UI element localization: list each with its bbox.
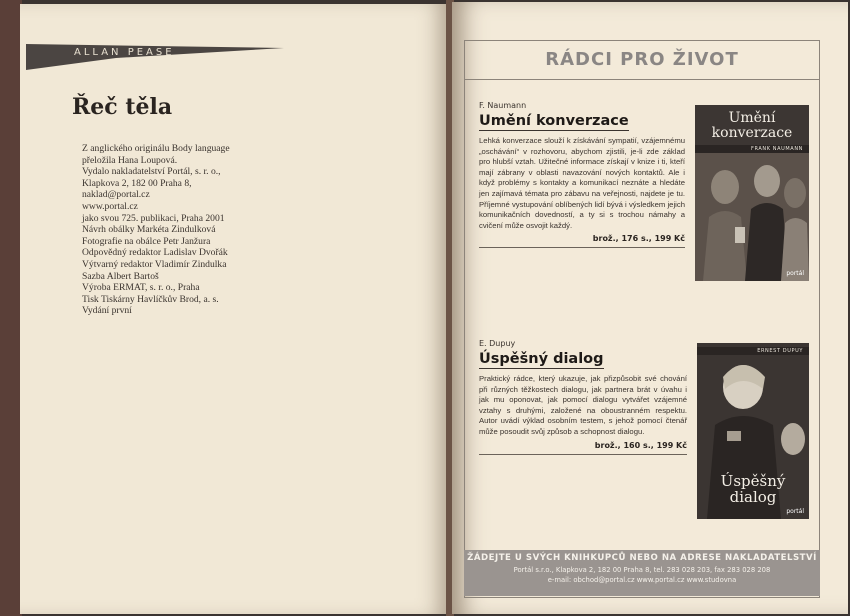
footer-headline: ŽÁDEJTE U SVÝCH KNIHKUPCŮ NEBO NA ADRESE NAKLADATELSTVÍ [467,553,817,563]
imprint-line: www.portal.cz [82,200,138,212]
book-description: Praktický rádce, který ukazuje, jak přizpůsobit své chování při různých těžkostech dialogu, jak partnera brát v úvahu i jak mu oponovat, jak pomocí dialogu vytvářet vzájemné vztahy s druhými, založené na oboustranném respektu. Autor uvádí výklad osobním testem, s jehož pomocí čtenář může posoudit svůj způsob a schopnost dialogu. [479,374,687,436]
cover-title [697,473,809,505]
cover-author: ERNEST DUPUY [757,348,803,354]
author-name: ALLAN PEASE [74,47,175,58]
imprint-line: Výtvarný redaktor Vladimír Zindulka [82,258,227,270]
book-cover-2 [697,343,809,519]
book-price: brož., 160 s., 199 Kč [594,440,687,450]
book-price: brož., 176 s., 199 Kč [592,234,685,244]
series-advert-box [464,40,820,598]
imprint-line: Odpovědný redaktor Ladislav Dvořák [82,247,228,259]
imprint-line: jako svou 725. publikaci, Praha 2001 [82,212,225,224]
book-title: Řeč těla [72,94,173,120]
cover-author: FRANK NAUMANN [750,146,803,152]
cover-title [695,111,809,141]
book-entry-1 [479,101,685,248]
author-banner [26,44,284,72]
imprint-line: Tisk Tiskárny Havlíčkův Brod, a. s. [82,293,219,305]
imprint-line: Fotografie na obálce Petr Janžura [82,235,211,247]
publisher-footer [464,550,820,596]
right-page [452,2,848,614]
divider [465,79,819,80]
portal-logo: portál [786,270,804,277]
cover-title-line: Úspěšný [720,472,786,490]
book-entry-title: Úspěšný dialog [479,351,604,367]
book-entry-2 [479,339,687,455]
book-author: F. Naumann [479,101,527,110]
left-page [20,4,448,614]
cover-author-strip [697,347,809,355]
imprint-line: naklad@portal.cz [82,189,150,201]
book-entry-title: Umění konverzace [479,113,629,129]
imprint-line: Vydalo nakladatelství Portál, s. r. o., [82,166,221,178]
imprint-block [82,143,382,317]
footer-address: Portál s.r.o., Klapkova 2, 182 00 Praha 8, tel. 283 028 203, fax 283 028 208 [513,566,771,574]
cover-author-strip [695,145,809,153]
imprint-line: Návrh obálky Markéta Zindulková [82,224,216,236]
imprint-line: přeložila Hana Loupová. [82,154,178,166]
book-cover-edge [0,0,22,616]
cover-title-line: dialog [729,488,777,506]
imprint-line: Z anglického originálu Body language [82,143,230,154]
book-description: Lehká konverzace slouží k získávání sympatií, vzájemnému „oschávání“ v rozhovoru, abychom zjistili, je-li zde základ pro hlubší vztah. Užitečné informace získají v knize i ti, kteří mají zábrany v oblasti navazování nových kontaktů. Ale i když problémy s kontakty a komunikací neznáte a hledáte jen zajímavá témata pro zábavu na veřejnosti, najdete je tu. Příjemné vystupování oblíbených lidí bývá i výsledkem jejich komunikačních dovedností, a ty si s trochou námahy a cvičení může osvojit každý. [479,136,685,230]
book-author: E. Dupuy [479,339,516,348]
divider [479,247,685,248]
imprint-line: Klapkova 2, 182 00 Praha 8, [82,177,192,189]
cover-title-line: konverzace [711,125,793,141]
imprint-line: Výroba ERMAT, s. r. o., Praha [82,282,200,294]
portal-logo: portál [786,508,804,515]
cover-title-line: Umění [728,110,776,126]
imprint-line: Vydání první [82,305,132,317]
series-title: RÁDCI PRO ŽIVOT [545,49,739,70]
book-cover-1 [695,105,809,281]
imprint-line: Sazba Albert Bartoš [82,270,159,282]
footer-contacts: e-mail: obchod@portal.cz www.portal.cz www.studovna [547,576,737,584]
divider [479,454,687,455]
